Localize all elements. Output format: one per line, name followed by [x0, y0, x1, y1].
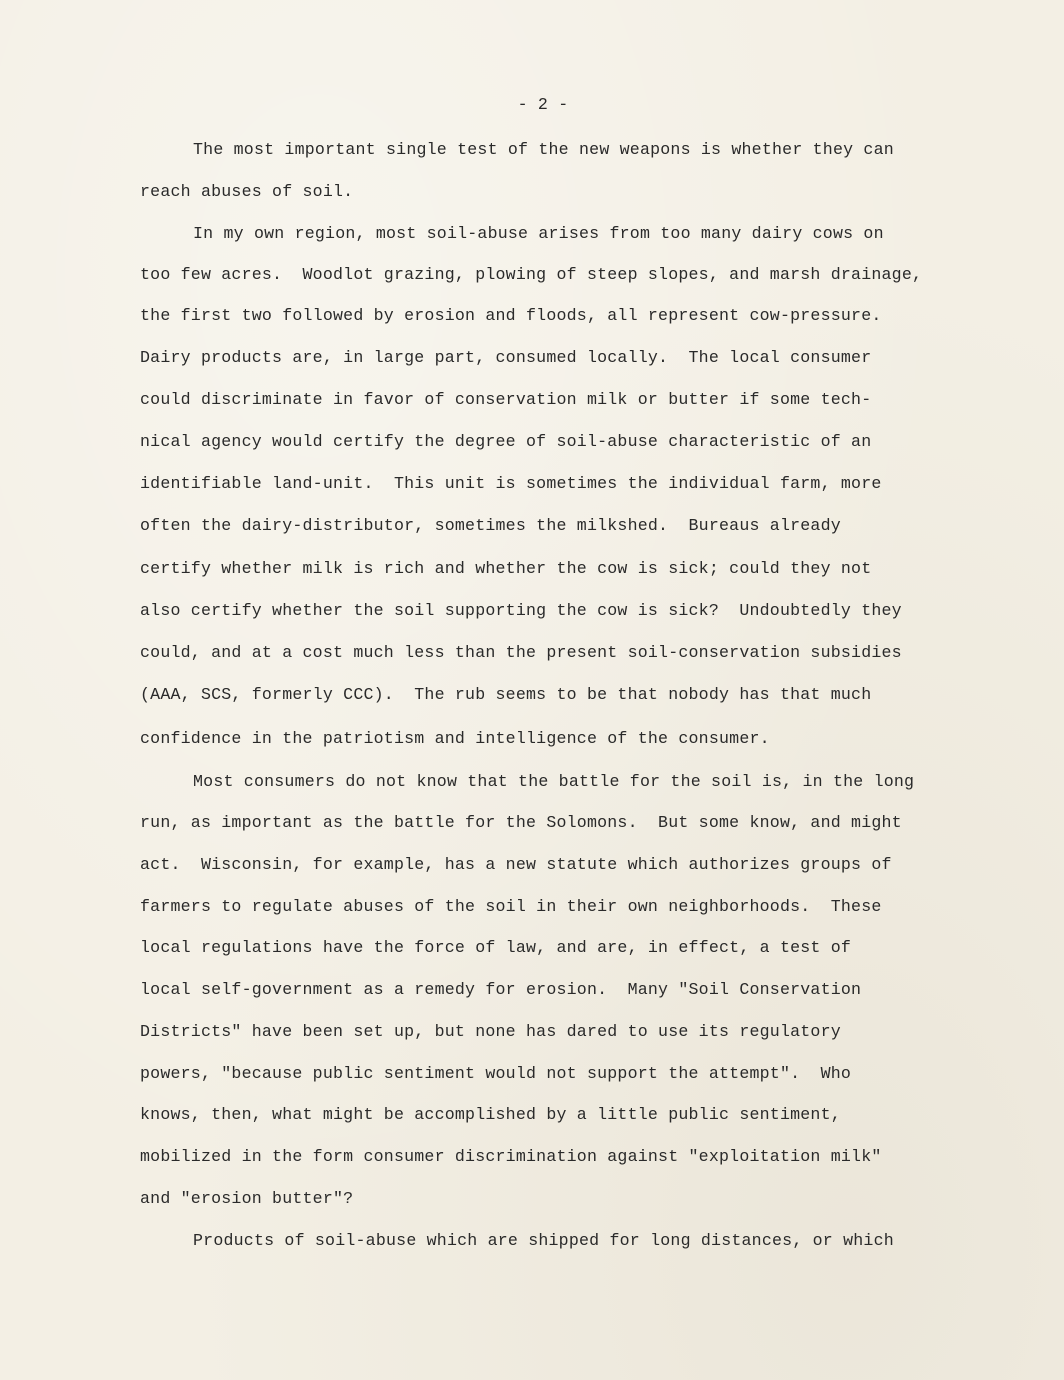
text-line: and "erosion butter"?: [140, 1189, 354, 1208]
text-line: (AAA, SCS, formerly CCC). The rub seems to be that nobody has that much: [140, 685, 872, 704]
text-line: knows, then, what might be accomplished by a little public sentiment,: [140, 1105, 841, 1124]
text-line: identifiable land-unit. This unit is sometimes the individual farm, more: [140, 474, 882, 493]
text-line: reach abuses of soil.: [140, 182, 354, 201]
text-line: run, as important as the battle for the Solomons. But some know, and might: [140, 813, 902, 832]
text-line: The most important single test of the new weapons is whether they can: [193, 140, 894, 159]
page-number: - 2 -: [517, 95, 569, 114]
text-line: Products of soil-abuse which are shipped for long distances, or which: [193, 1231, 894, 1250]
text-line: local self-government as a remedy for erosion. Many "Soil Conservation: [140, 980, 862, 999]
text-line: Dairy products are, in large part, consumed locally. The local consumer: [140, 348, 872, 367]
text-line: powers, "because public sentiment would not support the attempt". Who: [140, 1064, 852, 1083]
text-line: confidence in the patriotism and intelligence of the consumer.: [140, 729, 770, 748]
text-line: too few acres. Woodlot grazing, plowing of steep slopes, and marsh drainage,: [140, 265, 923, 284]
text-line: In my own region, most soil-abuse arises from too many dairy cows on: [193, 224, 884, 243]
text-line: the first two followed by erosion and floods, all represent cow-pressure.: [140, 306, 882, 325]
text-line: certify whether milk is rich and whether the cow is sick; could they not: [140, 559, 872, 578]
text-line: local regulations have the force of law, and are, in effect, a test of: [140, 938, 852, 957]
text-line: Most consumers do not know that the battle for the soil is, in the long: [193, 772, 915, 791]
text-line: could, and at a cost much less than the present soil-conservation subsidies: [140, 643, 902, 662]
text-line: nical agency would certify the degree of soil-abuse characteristic of an: [140, 432, 872, 451]
text-line: also certify whether the soil supporting the cow is sick? Undoubtedly they: [140, 601, 902, 620]
text-line: farmers to regulate abuses of the soil in their own neighborhoods. These: [140, 897, 882, 916]
text-line: act. Wisconsin, for example, has a new statute which authorizes groups of: [140, 855, 892, 874]
text-line: Districts" have been set up, but none has dared to use its regulatory: [140, 1022, 841, 1041]
text-line: mobilized in the form consumer discrimination against "exploitation milk": [140, 1147, 882, 1166]
text-line: could discriminate in favor of conservation milk or butter if some tech-: [140, 390, 872, 409]
text-line: often the dairy-distributor, sometimes the milkshed. Bureaus already: [140, 516, 841, 535]
